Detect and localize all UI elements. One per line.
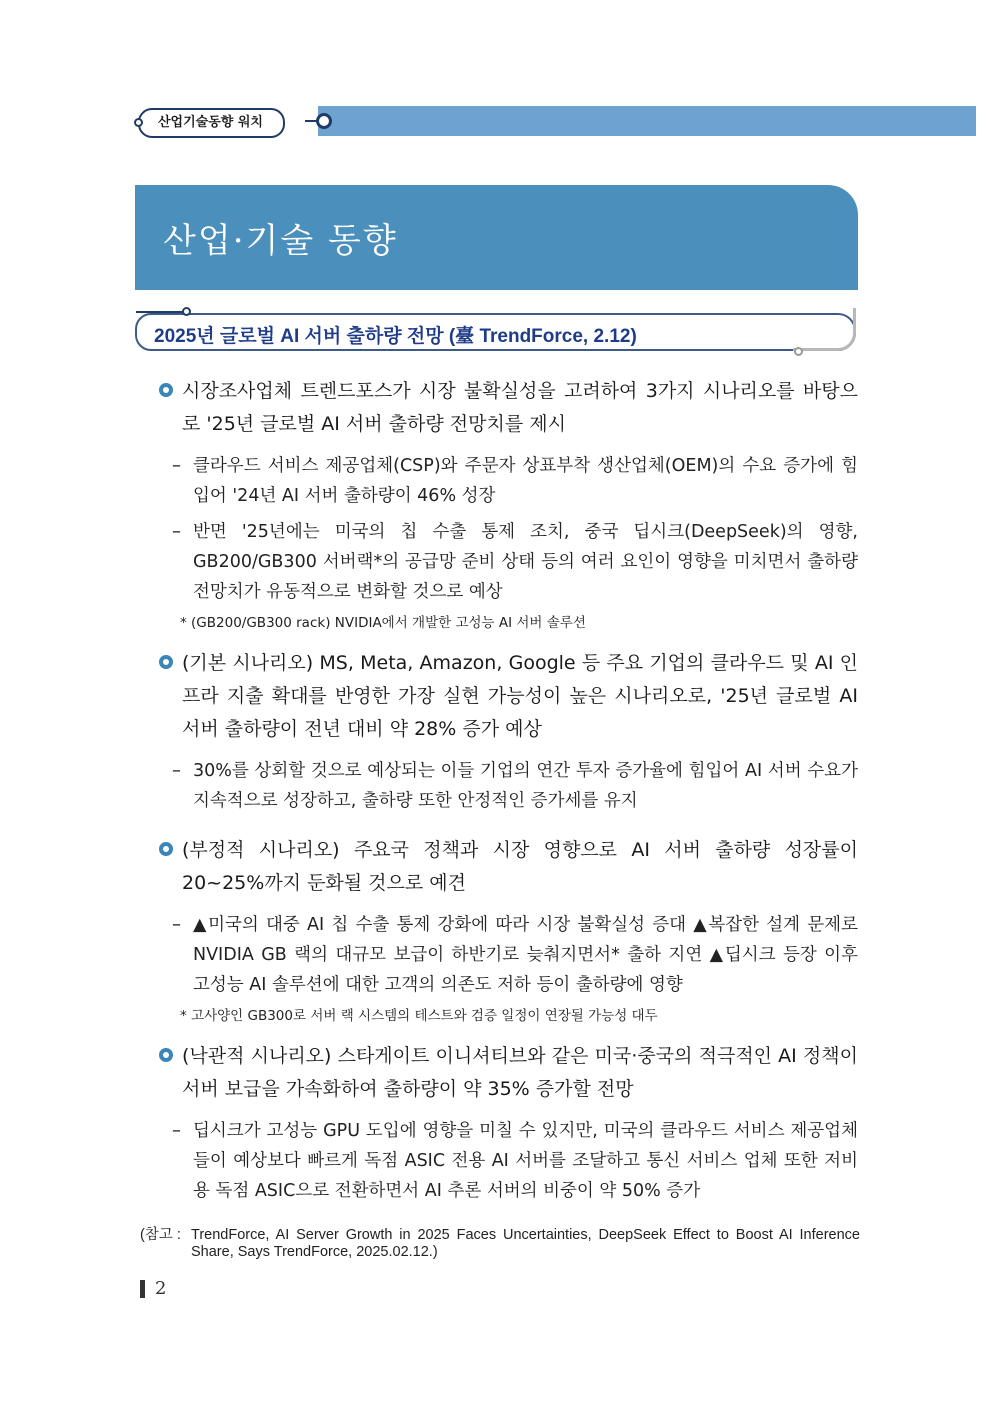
page-number-area [140, 1278, 166, 1299]
page-number: 2 [155, 1278, 167, 1299]
title-panel [135, 185, 858, 290]
bullet-item [150, 834, 858, 900]
footnote: * 고사양인 GB300로 서버 랙 시스템의 테스트와 검증 일정이 연장될 가능성 대두 [180, 1008, 658, 1024]
reference-label: (참고 : [140, 1227, 181, 1243]
circle-bullet-icon [159, 842, 173, 856]
tag-right-dot-icon [316, 113, 332, 129]
tag-left-dot-icon [134, 118, 143, 127]
section-tag-label: 산업기술동향 워치 [158, 115, 263, 130]
dash-text: 30%를 상회할 것으로 예상되는 이들 기업의 연간 투자 증가율에 힘입어 AI 서버 수요가 지속적으로 성장하고, 출하량 또한 안정적인 증가세를 유지 [193, 761, 858, 811]
dash-item [150, 910, 858, 1000]
circle-bullet-icon [159, 383, 173, 397]
dash-icon: – [172, 455, 181, 476]
dash-icon: – [172, 914, 181, 935]
circle-bullet-icon [159, 1048, 173, 1062]
dash-icon: – [172, 760, 181, 781]
header-ribbon [318, 106, 976, 136]
dash-item [150, 451, 858, 511]
section-bottom-knob-icon [794, 347, 803, 356]
dash-item [150, 756, 858, 816]
bullet-text: (부정적 시나리오) 주요국 정책과 시장 영향으로 AI 서버 출하량 성장률이 20~25%까지 둔화될 것으로 예견 [182, 839, 858, 894]
section-top-knob-icon [182, 307, 191, 316]
bullet-text: (낙관적 시나리오) 스타게이트 이니셔티브와 같은 미국·중국의 적극적인 AI 정책이 서버 보급을 가속화하여 출하량이 약 35% 증가할 전망 [182, 1045, 858, 1100]
bullet-item [150, 375, 858, 441]
dash-item [150, 1116, 858, 1206]
section-title: 2025년 글로벌 AI 서버 출하량 전망 (臺 TrendForce, 2.12) [154, 326, 637, 347]
dash-text: 클라우드 서비스 제공업체(CSP)와 주문자 상표부착 생산업체(OEM)의 수요 증가에 힘입어 '24년 AI 서버 출하량이 46% 성장 [193, 456, 858, 506]
bullet-text: (기본 시나리오) MS, Meta, Amazon, Google 등 주요 기업의 클라우드 및 AI 인프라 지출 확대를 반영한 가장 실현 가능성이 높은 시나리오로, '25년 글로벌 AI 서버 출하량이 전년 대비 약 28% 증가 예상 [182, 652, 858, 740]
bullet-text: 시장조사업체 트렌드포스가 시장 불확실성을 고려하여 3가지 시나리오를 바탕으로 '25년 글로벌 AI 서버 출하량 전망치를 제시 [182, 380, 858, 435]
page-bar-icon [140, 1280, 145, 1298]
dash-text: ▲미국의 대중 AI 칩 수출 통제 강화에 따라 시장 불확실성 증대 ▲복잡한 설계 문제로 NVIDIA GB 랙의 대규모 보급이 하반기로 늦춰지면서* 출하 지연 ▲딥시크 등장 이후 고성능 AI 솔루션에 대한 고객의 의존도 저하 등이 출하량에 영향 [193, 915, 858, 995]
article-body [150, 375, 858, 1212]
dash-icon: – [172, 521, 181, 542]
dash-text: 반면 '25년에는 미국의 칩 수출 통제 조치, 중국 딥시크(DeepSeek)의 영향, GB200/GB300 서버랙*의 공급망 준비 상태 등의 여러 요인이 영향을 미치면서 출하량 전망치가 유동적으로 변화할 것으로 예상 [193, 522, 858, 602]
dash-text: 딥시크가 고성능 GPU 도입에 영향을 미칠 수 있지만, 미국의 클라우드 서비스 제공업체들이 예상보다 빠르게 독점 ASIC 전용 AI 서버를 조달하고 통신 서비스 업체 또한 저비용 독점 ASIC으로 전환하면서 AI 추론 서버의 비중이 약 50% 증가 [193, 1121, 858, 1201]
reference-text: TrendForce, AI Server Growth in 2025 Faces Uncertainties, DeepSeek Effect to Boost AI Inference Share, Says TrendForce, 2025.02.12.) [191, 1227, 860, 1260]
page-title: 산업·기술 동향 [163, 221, 398, 261]
circle-bullet-icon [159, 655, 173, 669]
dash-item [150, 517, 858, 607]
section-heading-box [135, 313, 856, 351]
footnote: * (GB200/GB300 rack) NVIDIA에서 개발한 고성능 AI 서버 솔루션 [180, 615, 586, 631]
dash-icon: – [172, 1120, 181, 1141]
bullet-item [150, 1040, 858, 1106]
reference [140, 1227, 860, 1261]
section-tag [138, 108, 285, 138]
bullet-item [150, 647, 858, 746]
